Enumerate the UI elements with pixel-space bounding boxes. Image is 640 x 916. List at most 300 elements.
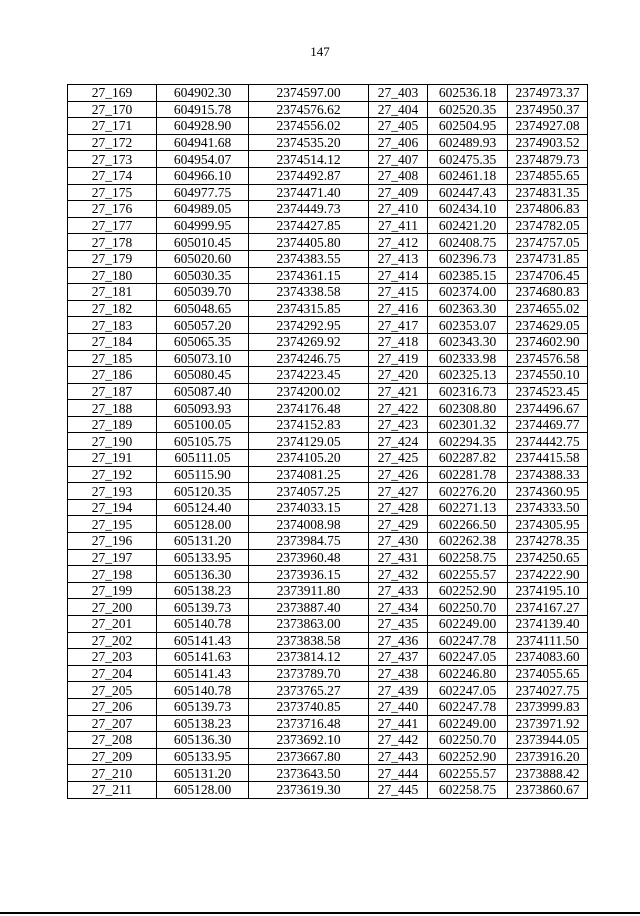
point-id-right: 27_408 [369, 167, 428, 184]
y-coordinate-right: 2374083.60 [508, 649, 588, 666]
y-coordinate-left: 2373667.80 [249, 748, 369, 765]
point-id-left: 27_198 [68, 566, 157, 583]
point-id-left: 27_187 [68, 383, 157, 400]
x-coordinate-left: 605138.23 [157, 582, 249, 599]
x-coordinate-right: 602333.98 [428, 350, 508, 367]
table-row [68, 350, 588, 367]
x-coordinate-right: 602374.00 [428, 284, 508, 301]
point-id-left: 27_171 [68, 118, 157, 135]
y-coordinate-left: 2374576.62 [249, 101, 369, 118]
y-coordinate-right: 2374576.58 [508, 350, 588, 367]
point-id-right: 27_417 [369, 317, 428, 334]
x-coordinate-left: 605039.70 [157, 284, 249, 301]
point-id-left: 27_178 [68, 234, 157, 251]
y-coordinate-left: 2374033.15 [249, 499, 369, 516]
y-coordinate-right: 2374250.65 [508, 549, 588, 566]
y-coordinate-left: 2373838.58 [249, 632, 369, 649]
x-coordinate-left: 605100.05 [157, 416, 249, 433]
point-id-left: 27_174 [68, 167, 157, 184]
point-id-left: 27_189 [68, 416, 157, 433]
x-coordinate-right: 602247.78 [428, 698, 508, 715]
point-id-right: 27_440 [369, 698, 428, 715]
point-id-right: 27_444 [369, 765, 428, 782]
point-id-left: 27_196 [68, 533, 157, 550]
x-coordinate-right: 602276.20 [428, 483, 508, 500]
point-id-right: 27_415 [369, 284, 428, 301]
y-coordinate-right: 2374388.33 [508, 466, 588, 483]
y-coordinate-right: 2374496.67 [508, 400, 588, 417]
y-coordinate-right: 2374950.37 [508, 101, 588, 118]
y-coordinate-left: 2374535.20 [249, 134, 369, 151]
y-coordinate-left: 2373911.80 [249, 582, 369, 599]
x-coordinate-left: 604902.30 [157, 85, 249, 102]
y-coordinate-right: 2374305.95 [508, 516, 588, 533]
x-coordinate-left: 604954.07 [157, 151, 249, 168]
point-id-right: 27_403 [369, 85, 428, 102]
y-coordinate-left: 2374057.25 [249, 483, 369, 500]
x-coordinate-left: 604989.05 [157, 201, 249, 218]
point-id-left: 27_185 [68, 350, 157, 367]
table-row [68, 85, 588, 102]
x-coordinate-right: 602255.57 [428, 765, 508, 782]
y-coordinate-left: 2374292.95 [249, 317, 369, 334]
point-id-left: 27_191 [68, 450, 157, 467]
x-coordinate-left: 605131.20 [157, 533, 249, 550]
y-coordinate-left: 2374008.98 [249, 516, 369, 533]
x-coordinate-left: 605140.78 [157, 682, 249, 699]
x-coordinate-left: 605139.73 [157, 698, 249, 715]
y-coordinate-left: 2374514.12 [249, 151, 369, 168]
x-coordinate-right: 602421.20 [428, 217, 508, 234]
table-row [68, 167, 588, 184]
y-coordinate-left: 2374361.15 [249, 267, 369, 284]
y-coordinate-right: 2374550.10 [508, 367, 588, 384]
x-coordinate-right: 602249.00 [428, 616, 508, 633]
table-row [68, 533, 588, 550]
table-row [68, 300, 588, 317]
point-id-left: 27_211 [68, 781, 157, 798]
y-coordinate-left: 2373716.48 [249, 715, 369, 732]
point-id-right: 27_409 [369, 184, 428, 201]
point-id-right: 27_425 [369, 450, 428, 467]
point-id-right: 27_442 [369, 732, 428, 749]
table-row [68, 616, 588, 633]
point-id-left: 27_208 [68, 732, 157, 749]
page-number: 147 [310, 44, 330, 59]
point-id-right: 27_435 [369, 616, 428, 633]
point-id-right: 27_420 [369, 367, 428, 384]
table-row [68, 715, 588, 732]
y-coordinate-right: 2374806.83 [508, 201, 588, 218]
point-id-left: 27_201 [68, 616, 157, 633]
x-coordinate-left: 605010.45 [157, 234, 249, 251]
x-coordinate-right: 602252.90 [428, 582, 508, 599]
y-coordinate-left: 2374176.48 [249, 400, 369, 417]
y-coordinate-right: 2374655.02 [508, 300, 588, 317]
y-coordinate-left: 2374315.85 [249, 300, 369, 317]
table-row [68, 682, 588, 699]
y-coordinate-right: 2374333.50 [508, 499, 588, 516]
x-coordinate-left: 605065.35 [157, 333, 249, 350]
x-coordinate-right: 602434.10 [428, 201, 508, 218]
table-row [68, 367, 588, 384]
x-coordinate-right: 602353.07 [428, 317, 508, 334]
x-coordinate-left: 605057.20 [157, 317, 249, 334]
point-id-left: 27_184 [68, 333, 157, 350]
table-row [68, 151, 588, 168]
x-coordinate-left: 605141.63 [157, 649, 249, 666]
table-row [68, 333, 588, 350]
x-coordinate-right: 602266.50 [428, 516, 508, 533]
table-row [68, 732, 588, 749]
y-coordinate-right: 2373888.42 [508, 765, 588, 782]
y-coordinate-right: 2373944.05 [508, 732, 588, 749]
y-coordinate-right: 2374731.85 [508, 250, 588, 267]
y-coordinate-left: 2374269.92 [249, 333, 369, 350]
table-row [68, 400, 588, 417]
y-coordinate-left: 2374152.83 [249, 416, 369, 433]
table-row [68, 549, 588, 566]
point-id-left: 27_190 [68, 433, 157, 450]
x-coordinate-left: 605139.73 [157, 599, 249, 616]
x-coordinate-left: 605105.75 [157, 433, 249, 450]
y-coordinate-left: 2374223.45 [249, 367, 369, 384]
x-coordinate-left: 605131.20 [157, 765, 249, 782]
x-coordinate-right: 602250.70 [428, 732, 508, 749]
table-row [68, 118, 588, 135]
table-row [68, 765, 588, 782]
y-coordinate-right: 2374706.45 [508, 267, 588, 284]
y-coordinate-right: 2374680.83 [508, 284, 588, 301]
y-coordinate-right: 2374360.95 [508, 483, 588, 500]
point-id-left: 27_205 [68, 682, 157, 699]
x-coordinate-left: 605087.40 [157, 383, 249, 400]
y-coordinate-left: 2374081.25 [249, 466, 369, 483]
coordinates-table [67, 84, 588, 799]
y-coordinate-right: 2374903.52 [508, 134, 588, 151]
y-coordinate-left: 2373814.12 [249, 649, 369, 666]
table-row [68, 582, 588, 599]
x-coordinate-right: 602247.05 [428, 649, 508, 666]
point-id-left: 27_186 [68, 367, 157, 384]
x-coordinate-left: 605111.05 [157, 450, 249, 467]
table-row [68, 566, 588, 583]
point-id-right: 27_410 [369, 201, 428, 218]
table-row [68, 250, 588, 267]
x-coordinate-left: 604966.10 [157, 167, 249, 184]
point-id-left: 27_173 [68, 151, 157, 168]
y-coordinate-left: 2374383.55 [249, 250, 369, 267]
y-coordinate-right: 2374629.05 [508, 317, 588, 334]
point-id-right: 27_438 [369, 665, 428, 682]
y-coordinate-right: 2374111.50 [508, 632, 588, 649]
table-row [68, 234, 588, 251]
point-id-left: 27_180 [68, 267, 157, 284]
point-id-left: 27_207 [68, 715, 157, 732]
point-id-left: 27_206 [68, 698, 157, 715]
x-coordinate-right: 602294.35 [428, 433, 508, 450]
y-coordinate-right: 2373971.92 [508, 715, 588, 732]
table-row [68, 450, 588, 467]
point-id-left: 27_183 [68, 317, 157, 334]
y-coordinate-right: 2374139.40 [508, 616, 588, 633]
x-coordinate-right: 602247.78 [428, 632, 508, 649]
point-id-left: 27_209 [68, 748, 157, 765]
table-row [68, 516, 588, 533]
y-coordinate-left: 2373789.70 [249, 665, 369, 682]
y-coordinate-left: 2374427.85 [249, 217, 369, 234]
y-coordinate-left: 2374597.00 [249, 85, 369, 102]
point-id-left: 27_192 [68, 466, 157, 483]
point-id-left: 27_188 [68, 400, 157, 417]
x-coordinate-right: 602258.75 [428, 549, 508, 566]
x-coordinate-left: 605115.90 [157, 466, 249, 483]
y-coordinate-left: 2373643.50 [249, 765, 369, 782]
y-coordinate-right: 2374855.65 [508, 167, 588, 184]
point-id-right: 27_412 [369, 234, 428, 251]
y-coordinate-right: 2374973.37 [508, 85, 588, 102]
x-coordinate-right: 602308.80 [428, 400, 508, 417]
y-coordinate-left: 2373740.85 [249, 698, 369, 715]
table-row [68, 466, 588, 483]
point-id-left: 27_199 [68, 582, 157, 599]
x-coordinate-left: 604977.75 [157, 184, 249, 201]
x-coordinate-left: 605141.43 [157, 632, 249, 649]
y-coordinate-right: 2373860.67 [508, 781, 588, 798]
point-id-left: 27_203 [68, 649, 157, 666]
x-coordinate-left: 605140.78 [157, 616, 249, 633]
x-coordinate-left: 605128.00 [157, 516, 249, 533]
point-id-right: 27_419 [369, 350, 428, 367]
y-coordinate-right: 2374757.05 [508, 234, 588, 251]
point-id-right: 27_421 [369, 383, 428, 400]
table-row [68, 649, 588, 666]
point-id-left: 27_182 [68, 300, 157, 317]
y-coordinate-left: 2374129.05 [249, 433, 369, 450]
point-id-left: 27_210 [68, 765, 157, 782]
point-id-right: 27_431 [369, 549, 428, 566]
x-coordinate-right: 602271.13 [428, 499, 508, 516]
point-id-left: 27_193 [68, 483, 157, 500]
table-row [68, 317, 588, 334]
x-coordinate-right: 602489.93 [428, 134, 508, 151]
x-coordinate-right: 602301.32 [428, 416, 508, 433]
x-coordinate-right: 602252.90 [428, 748, 508, 765]
y-coordinate-left: 2374338.58 [249, 284, 369, 301]
y-coordinate-right: 2374782.05 [508, 217, 588, 234]
y-coordinate-left: 2374471.40 [249, 184, 369, 201]
point-id-left: 27_169 [68, 85, 157, 102]
y-coordinate-left: 2374492.87 [249, 167, 369, 184]
bottom-rule [0, 912, 640, 914]
point-id-right: 27_418 [369, 333, 428, 350]
y-coordinate-left: 2374246.75 [249, 350, 369, 367]
point-id-right: 27_432 [369, 566, 428, 583]
y-coordinate-left: 2374200.02 [249, 383, 369, 400]
x-coordinate-right: 602287.82 [428, 450, 508, 467]
point-id-left: 27_177 [68, 217, 157, 234]
table-row [68, 416, 588, 433]
y-coordinate-left: 2373984.75 [249, 533, 369, 550]
point-id-left: 27_197 [68, 549, 157, 566]
table-row [68, 632, 588, 649]
x-coordinate-left: 605141.43 [157, 665, 249, 682]
point-id-right: 27_445 [369, 781, 428, 798]
table-row [68, 267, 588, 284]
point-id-left: 27_170 [68, 101, 157, 118]
y-coordinate-right: 2374415.58 [508, 450, 588, 467]
x-coordinate-right: 602461.18 [428, 167, 508, 184]
table-row [68, 101, 588, 118]
x-coordinate-left: 605048.65 [157, 300, 249, 317]
y-coordinate-right: 2373916.20 [508, 748, 588, 765]
y-coordinate-right: 2374602.90 [508, 333, 588, 350]
point-id-right: 27_414 [369, 267, 428, 284]
x-coordinate-left: 605120.35 [157, 483, 249, 500]
coordinates-table-body [68, 85, 588, 799]
y-coordinate-left: 2373619.30 [249, 781, 369, 798]
x-coordinate-left: 604999.95 [157, 217, 249, 234]
x-coordinate-right: 602325.13 [428, 367, 508, 384]
point-id-right: 27_441 [369, 715, 428, 732]
x-coordinate-right: 602281.78 [428, 466, 508, 483]
x-coordinate-left: 605136.30 [157, 732, 249, 749]
x-coordinate-right: 602504.95 [428, 118, 508, 135]
x-coordinate-left: 605138.23 [157, 715, 249, 732]
point-id-left: 27_195 [68, 516, 157, 533]
x-coordinate-left: 605133.95 [157, 549, 249, 566]
x-coordinate-left: 605133.95 [157, 748, 249, 765]
table-row [68, 217, 588, 234]
x-coordinate-left: 605136.30 [157, 566, 249, 583]
y-coordinate-left: 2374556.02 [249, 118, 369, 135]
point-id-left: 27_172 [68, 134, 157, 151]
x-coordinate-right: 602536.18 [428, 85, 508, 102]
x-coordinate-left: 605124.40 [157, 499, 249, 516]
x-coordinate-right: 602250.70 [428, 599, 508, 616]
table-row [68, 665, 588, 682]
y-coordinate-right: 2374278.35 [508, 533, 588, 550]
table-row [68, 748, 588, 765]
x-coordinate-left: 605073.10 [157, 350, 249, 367]
x-coordinate-right: 602255.57 [428, 566, 508, 583]
point-id-right: 27_422 [369, 400, 428, 417]
y-coordinate-right: 2374027.75 [508, 682, 588, 699]
table-row [68, 284, 588, 301]
point-id-right: 27_436 [369, 632, 428, 649]
table-row [68, 383, 588, 400]
y-coordinate-left: 2374405.80 [249, 234, 369, 251]
point-id-right: 27_429 [369, 516, 428, 533]
x-coordinate-right: 602447.43 [428, 184, 508, 201]
y-coordinate-right: 2374167.27 [508, 599, 588, 616]
table-row [68, 134, 588, 151]
x-coordinate-right: 602408.75 [428, 234, 508, 251]
x-coordinate-left: 605030.35 [157, 267, 249, 284]
y-coordinate-right: 2374442.75 [508, 433, 588, 450]
point-id-right: 27_407 [369, 151, 428, 168]
point-id-right: 27_443 [369, 748, 428, 765]
point-id-right: 27_406 [369, 134, 428, 151]
y-coordinate-right: 2374879.73 [508, 151, 588, 168]
y-coordinate-left: 2374449.73 [249, 201, 369, 218]
y-coordinate-left: 2373692.10 [249, 732, 369, 749]
y-coordinate-left: 2373863.00 [249, 616, 369, 633]
table-row [68, 483, 588, 500]
y-coordinate-left: 2374105.20 [249, 450, 369, 467]
y-coordinate-right: 2374055.65 [508, 665, 588, 682]
table-row [68, 781, 588, 798]
table-row [68, 698, 588, 715]
x-coordinate-left: 604941.68 [157, 134, 249, 151]
point-id-right: 27_424 [369, 433, 428, 450]
table-row [68, 599, 588, 616]
y-coordinate-right: 2374523.45 [508, 383, 588, 400]
y-coordinate-left: 2373887.40 [249, 599, 369, 616]
x-coordinate-right: 602385.15 [428, 267, 508, 284]
point-id-left: 27_200 [68, 599, 157, 616]
y-coordinate-right: 2374222.90 [508, 566, 588, 583]
point-id-left: 27_175 [68, 184, 157, 201]
table-row [68, 184, 588, 201]
x-coordinate-right: 602475.35 [428, 151, 508, 168]
x-coordinate-left: 605128.00 [157, 781, 249, 798]
point-id-right: 27_433 [369, 582, 428, 599]
x-coordinate-right: 602520.35 [428, 101, 508, 118]
point-id-left: 27_204 [68, 665, 157, 682]
y-coordinate-left: 2373960.48 [249, 549, 369, 566]
x-coordinate-right: 602249.00 [428, 715, 508, 732]
point-id-right: 27_428 [369, 499, 428, 516]
point-id-right: 27_405 [369, 118, 428, 135]
y-coordinate-left: 2373765.27 [249, 682, 369, 699]
x-coordinate-left: 604928.90 [157, 118, 249, 135]
point-id-right: 27_423 [369, 416, 428, 433]
x-coordinate-right: 602343.30 [428, 333, 508, 350]
x-coordinate-right: 602246.80 [428, 665, 508, 682]
y-coordinate-right: 2374469.77 [508, 416, 588, 433]
y-coordinate-right: 2374195.10 [508, 582, 588, 599]
x-coordinate-left: 605080.45 [157, 367, 249, 384]
x-coordinate-right: 602363.30 [428, 300, 508, 317]
coordinates-table-container [67, 84, 587, 834]
point-id-right: 27_437 [369, 649, 428, 666]
point-id-left: 27_194 [68, 499, 157, 516]
x-coordinate-right: 602258.75 [428, 781, 508, 798]
point-id-right: 27_427 [369, 483, 428, 500]
point-id-left: 27_176 [68, 201, 157, 218]
x-coordinate-left: 605020.60 [157, 250, 249, 267]
x-coordinate-left: 604915.78 [157, 101, 249, 118]
y-coordinate-right: 2374927.08 [508, 118, 588, 135]
table-row [68, 499, 588, 516]
point-id-right: 27_411 [369, 217, 428, 234]
x-coordinate-right: 602247.05 [428, 682, 508, 699]
x-coordinate-right: 602396.73 [428, 250, 508, 267]
point-id-right: 27_430 [369, 533, 428, 550]
point-id-right: 27_439 [369, 682, 428, 699]
point-id-left: 27_179 [68, 250, 157, 267]
point-id-right: 27_404 [369, 101, 428, 118]
y-coordinate-right: 2373999.83 [508, 698, 588, 715]
point-id-right: 27_416 [369, 300, 428, 317]
point-id-right: 27_434 [369, 599, 428, 616]
table-row [68, 201, 588, 218]
y-coordinate-left: 2373936.15 [249, 566, 369, 583]
point-id-right: 27_413 [369, 250, 428, 267]
x-coordinate-left: 605093.93 [157, 400, 249, 417]
x-coordinate-right: 602316.73 [428, 383, 508, 400]
